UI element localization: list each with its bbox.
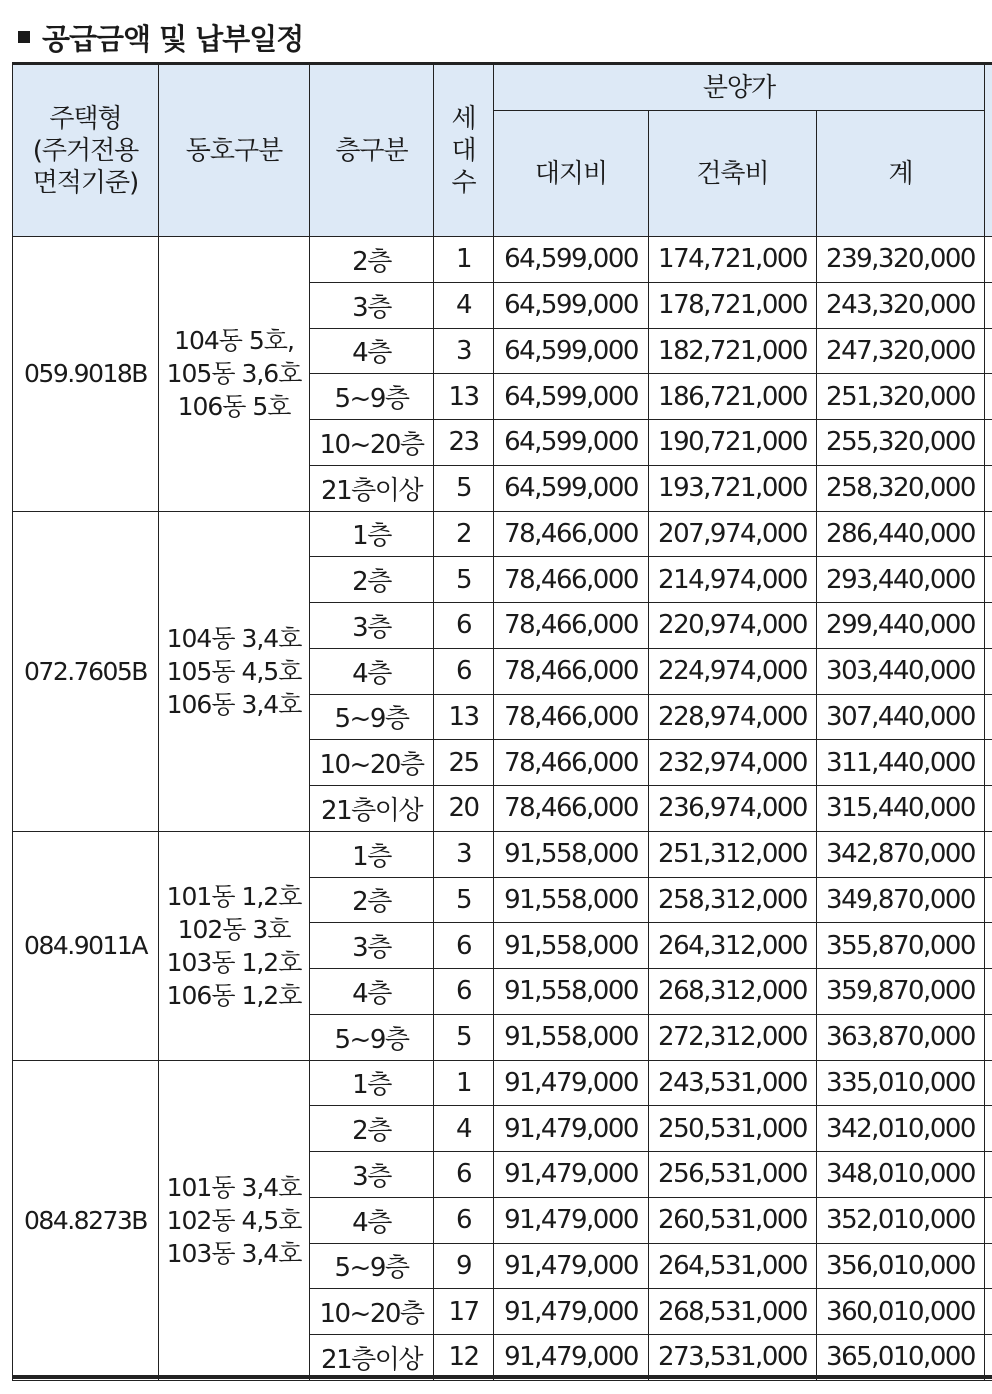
cell-count: 6 [434,603,494,649]
cell-total: 299,440,000 [817,603,985,649]
cell-total: 352,010,000 [817,1197,985,1243]
cell-total: 342,870,000 [817,831,985,877]
cell-land: 64,599,000 [494,374,649,420]
cell-total: 255,320,000 [817,420,985,466]
cell-land: 64,599,000 [494,328,649,374]
cell-floor: 2층 [310,237,434,283]
cell-total: 335,010,000 [817,1060,985,1106]
table-bottom-rule [12,1375,992,1379]
cell-building: 214,974,000 [649,557,817,603]
cell-floor: 4층 [310,1197,434,1243]
cell-cut-off [985,465,992,511]
cell-floor: 5~9층 [310,1243,434,1289]
cell-cut-off [985,786,992,832]
cell-count: 6 [434,923,494,969]
cell-cut-off [985,1060,992,1106]
cell-total: 349,870,000 [817,877,985,923]
cell-total: 356,010,000 [817,1243,985,1289]
cell-total: 360,010,000 [817,1289,985,1335]
cell-total: 311,440,000 [817,740,985,786]
cell-floor: 1층 [310,831,434,877]
cell-floor: 3층 [310,923,434,969]
table-body [13,237,992,1381]
cell-count: 1 [434,1060,494,1106]
cell-floor: 5~9층 [310,374,434,420]
cell-total: 359,870,000 [817,969,985,1015]
cell-count: 1 [434,237,494,283]
header-households: 세 대 수 [434,64,494,237]
cell-cut-off [985,603,992,649]
cell-land: 91,558,000 [494,1014,649,1060]
cell-cut-off [985,374,992,420]
cell-count: 12 [434,1335,494,1381]
cell-cut-off [985,694,992,740]
cell-land: 91,558,000 [494,877,649,923]
cell-building: 268,531,000 [649,1289,817,1335]
header-floor: 층구분 [310,64,434,237]
cell-land: 91,558,000 [494,831,649,877]
cell-cut-off [985,1289,992,1335]
cell-land: 64,599,000 [494,237,649,283]
cell-land: 78,466,000 [494,740,649,786]
cell-land: 91,558,000 [494,923,649,969]
cell-floor: 5~9층 [310,694,434,740]
cell-cut-off [985,282,992,328]
cell-floor: 4층 [310,969,434,1015]
cell-land: 78,466,000 [494,557,649,603]
cell-count: 5 [434,877,494,923]
header-dong: 동호구분 [159,64,310,237]
cell-cut-off [985,1335,992,1381]
cell-count: 25 [434,740,494,786]
cell-floor: 2층 [310,877,434,923]
cell-land: 91,558,000 [494,969,649,1015]
cell-floor: 10~20층 [310,1289,434,1335]
cell-total: 365,010,000 [817,1335,985,1381]
cell-floor: 3층 [310,282,434,328]
cell-total: 355,870,000 [817,923,985,969]
cell-cut-off [985,877,992,923]
cell-floor: 21층이상 [310,1335,434,1381]
cell-cut-off [985,511,992,557]
cell-building: 264,531,000 [649,1243,817,1289]
cell-building: 174,721,000 [649,237,817,283]
cell-dong: 101동 3,4호 102동 4,5호 103동 3,4호 [159,1060,310,1380]
cell-building: 272,312,000 [649,1014,817,1060]
cell-count: 17 [434,1289,494,1335]
cell-count: 2 [434,511,494,557]
cell-land: 91,479,000 [494,1106,649,1152]
cell-dong: 104동 3,4호 105동 4,5호 106동 3,4호 [159,511,310,831]
cell-land: 78,466,000 [494,694,649,740]
cell-count: 5 [434,557,494,603]
cell-building: 273,531,000 [649,1335,817,1381]
cell-building: 260,531,000 [649,1197,817,1243]
cell-land: 91,479,000 [494,1060,649,1106]
cell-building: 220,974,000 [649,603,817,649]
cell-total: 293,440,000 [817,557,985,603]
cell-count: 6 [434,648,494,694]
cell-building: 190,721,000 [649,420,817,466]
cell-cut-off [985,831,992,877]
cell-cut-off [985,420,992,466]
section-title [18,16,303,58]
cell-count: 13 [434,374,494,420]
cell-total: 303,440,000 [817,648,985,694]
header-type: 주택형 (주거전용 면적기준) [13,64,159,237]
cell-floor: 21층이상 [310,465,434,511]
cell-total: 363,870,000 [817,1014,985,1060]
table-row [13,237,992,283]
cell-floor: 4층 [310,648,434,694]
cell-type: 084.9011A [13,831,159,1060]
cell-cut-off [985,969,992,1015]
header-cut-off [985,64,992,237]
cell-building: 264,312,000 [649,923,817,969]
cell-building: 228,974,000 [649,694,817,740]
cell-total: 315,440,000 [817,786,985,832]
cell-floor: 2층 [310,557,434,603]
cell-floor: 21층이상 [310,786,434,832]
cell-total: 286,440,000 [817,511,985,557]
cell-count: 6 [434,1197,494,1243]
cell-cut-off [985,1014,992,1060]
cell-building: 224,974,000 [649,648,817,694]
bullet-square-icon [18,31,30,43]
cell-cut-off [985,1152,992,1198]
cell-cut-off [985,1243,992,1289]
cell-land: 91,479,000 [494,1243,649,1289]
cell-land: 78,466,000 [494,786,649,832]
cell-count: 4 [434,1106,494,1152]
cell-building: 250,531,000 [649,1106,817,1152]
cell-dong: 101동 1,2호 102동 3호 103동 1,2호 106동 1,2호 [159,831,310,1060]
cell-building: 207,974,000 [649,511,817,557]
cell-cut-off [985,328,992,374]
cell-floor: 10~20층 [310,740,434,786]
cell-cut-off [985,923,992,969]
cell-dong: 104동 5호, 105동 3,6호 106동 5호 [159,237,310,512]
cell-total: 251,320,000 [817,374,985,420]
cell-cut-off [985,237,992,283]
cell-total: 243,320,000 [817,282,985,328]
cell-building: 243,531,000 [649,1060,817,1106]
cell-building: 256,531,000 [649,1152,817,1198]
cell-land: 78,466,000 [494,511,649,557]
table-row [13,511,992,557]
cell-total: 258,320,000 [817,465,985,511]
cell-land: 91,479,000 [494,1289,649,1335]
table-row [13,831,992,877]
cell-building: 193,721,000 [649,465,817,511]
cell-cut-off [985,1106,992,1152]
cell-total: 307,440,000 [817,694,985,740]
cell-total: 342,010,000 [817,1106,985,1152]
cell-building: 186,721,000 [649,374,817,420]
cell-building: 268,312,000 [649,969,817,1015]
cell-count: 23 [434,420,494,466]
header-total: 계 [817,111,985,237]
cell-building: 251,312,000 [649,831,817,877]
cell-land: 78,466,000 [494,648,649,694]
cell-building: 258,312,000 [649,877,817,923]
cell-building: 178,721,000 [649,282,817,328]
cell-land: 91,479,000 [494,1152,649,1198]
cell-type: 059.9018B [13,237,159,512]
cell-count: 6 [434,1152,494,1198]
table-row [13,1060,992,1106]
cell-floor: 3층 [310,603,434,649]
cell-type: 072.7605B [13,511,159,831]
supply-price-table [12,62,992,1381]
cell-floor: 10~20층 [310,420,434,466]
cell-count: 9 [434,1243,494,1289]
cell-land: 91,479,000 [494,1335,649,1381]
cell-floor: 5~9층 [310,1014,434,1060]
cell-building: 232,974,000 [649,740,817,786]
cell-land: 64,599,000 [494,420,649,466]
header-price-group: 분양가 [494,64,985,111]
header-building: 건축비 [649,111,817,237]
cell-count: 4 [434,282,494,328]
cell-total: 247,320,000 [817,328,985,374]
cell-count: 6 [434,969,494,1015]
section-title-text: 공급금액 및 납부일정 [42,21,304,56]
cell-count: 5 [434,1014,494,1060]
cell-type: 084.8273B [13,1060,159,1380]
cell-cut-off [985,557,992,603]
cell-floor: 4층 [310,328,434,374]
cell-floor: 3층 [310,1152,434,1198]
cell-building: 182,721,000 [649,328,817,374]
cell-land: 78,466,000 [494,603,649,649]
cell-land: 64,599,000 [494,465,649,511]
cell-land: 91,479,000 [494,1197,649,1243]
cell-land: 64,599,000 [494,282,649,328]
cell-building: 236,974,000 [649,786,817,832]
header-land: 대지비 [494,111,649,237]
cell-count: 20 [434,786,494,832]
cell-count: 13 [434,694,494,740]
cell-floor: 1층 [310,1060,434,1106]
cell-total: 239,320,000 [817,237,985,283]
cell-count: 5 [434,465,494,511]
cell-count: 3 [434,831,494,877]
cell-total: 348,010,000 [817,1152,985,1198]
cell-floor: 2층 [310,1106,434,1152]
cell-count: 3 [434,328,494,374]
cell-floor: 1층 [310,511,434,557]
cell-cut-off [985,1197,992,1243]
cell-cut-off [985,648,992,694]
cell-cut-off [985,740,992,786]
